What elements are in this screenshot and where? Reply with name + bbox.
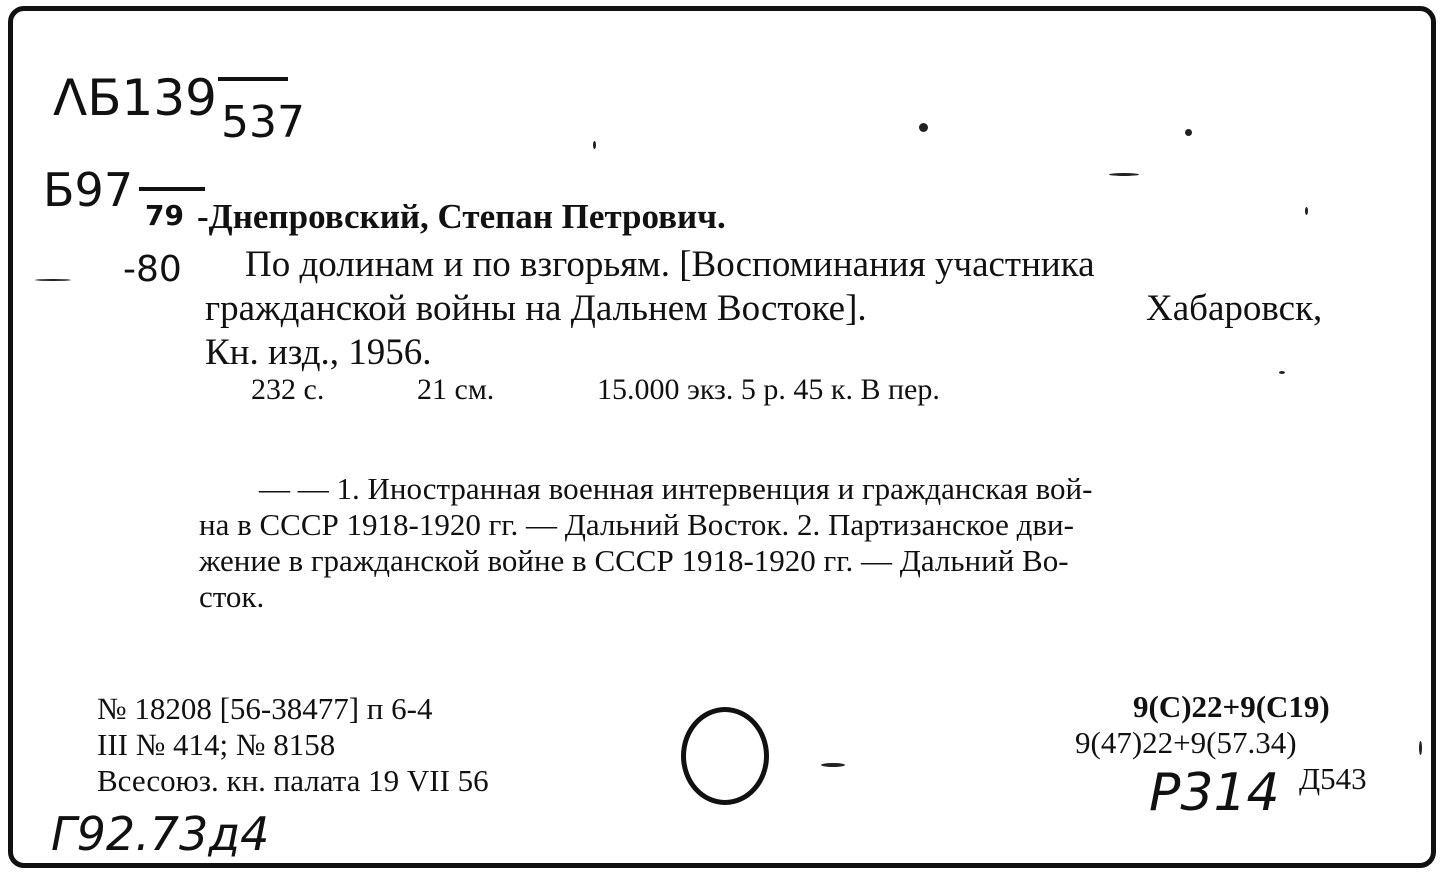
handwritten-bottom-right: Р314 bbox=[1149, 763, 1280, 823]
handwritten-code-top: ΛБ139 bbox=[53, 69, 217, 127]
publication-city: Хабаровск, bbox=[1146, 288, 1323, 329]
book-size: 21 см. bbox=[417, 373, 495, 406]
scan-speck bbox=[35, 279, 71, 281]
scan-speck bbox=[919, 123, 928, 132]
scan-speck bbox=[1109, 173, 1139, 176]
scan-speck bbox=[1305, 207, 1308, 215]
footer-left-line-1: № 18208 [56-38477] п 6-4 bbox=[97, 691, 433, 726]
handwritten-code-fraction: 537 bbox=[221, 97, 305, 148]
scan-speck bbox=[1419, 741, 1422, 755]
subject-line-2: на в СССР 1918-1920 гг. — Дальний Восток. 2. Партизанское дви- bbox=[199, 507, 1074, 542]
subject-line-3: жение в гражданской войне в СССР 1918-1920 гг. — Дальний Во- bbox=[199, 543, 1069, 578]
scan-speck bbox=[1185, 129, 1192, 136]
author-mark: Д543 bbox=[1299, 761, 1367, 796]
footer-left-line-2: III № 414; № 8158 bbox=[97, 727, 336, 762]
classification-1: 9(С)22+9(С19) bbox=[1133, 689, 1330, 724]
print-run-price: 15.000 экз. 5 р. 45 к. В пер. bbox=[597, 373, 940, 406]
title-line-1: По долинам и по взгорьям. [Воспоминания участника bbox=[245, 244, 1095, 285]
catalog-card bbox=[8, 6, 1436, 868]
handwritten-bottom-left: Г92.73д4 bbox=[51, 807, 270, 861]
scan-speck bbox=[821, 763, 845, 767]
classification-2: 9(47)22+9(57.34) bbox=[1075, 725, 1297, 760]
scan-speck bbox=[593, 141, 596, 149]
card-punch-hole bbox=[681, 707, 769, 805]
handwritten-code-80: -80 bbox=[123, 249, 182, 290]
handwritten-code-79: 79 bbox=[145, 199, 184, 232]
pages: 232 с. bbox=[251, 373, 325, 406]
handwritten-fraction-line bbox=[218, 77, 288, 81]
footer-left-line-3: Всесоюз. кн. палата 19 VII 56 bbox=[97, 763, 489, 798]
publisher-year: Кн. изд., 1956. bbox=[205, 332, 432, 373]
title-line-2: гражданской войны на Дальнем Востоке]. bbox=[205, 288, 867, 329]
subject-line-1: — — 1. Иностранная военная интервенция и гражданская вой- bbox=[259, 471, 1093, 506]
author-heading: -Днепровский, Степан Петрович. bbox=[197, 197, 726, 236]
handwritten-code-side: Б97 bbox=[43, 163, 134, 217]
handwritten-side-line bbox=[139, 187, 205, 191]
scan-speck bbox=[1279, 371, 1285, 374]
subject-line-4: сток. bbox=[199, 579, 265, 614]
